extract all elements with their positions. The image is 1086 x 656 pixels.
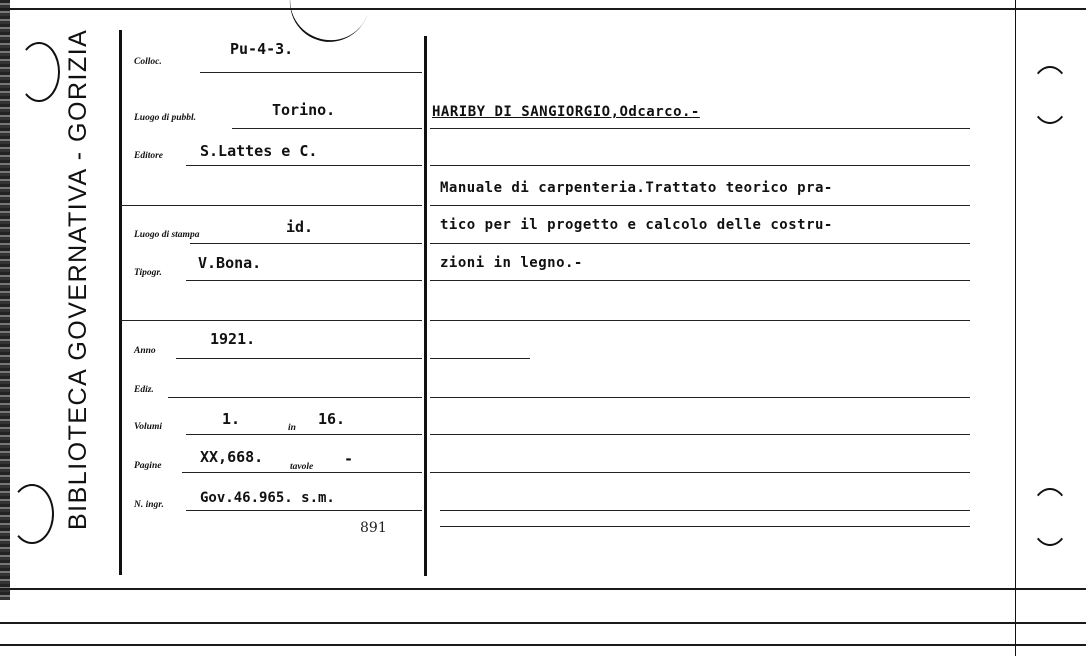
punch-hole-top-right [1030,66,1070,124]
punch-hole-top-left [18,42,60,102]
rule-right-7 [430,358,530,359]
value-in: 16. [318,410,346,428]
rule-right-12 [440,526,970,527]
rule-tipogr [186,280,422,281]
top-border [0,8,1086,10]
value-tavole: - [344,450,354,468]
value-pagine: XX,668. [200,448,264,466]
label-colloc: Colloc. [134,57,162,67]
author-heading: HARIBY DI SANGIORGIO,Odcarco.- [432,104,700,120]
rule-luogo-stampa [190,243,422,244]
label-anno: Anno [134,346,156,356]
rule-volumi [186,434,422,435]
value-anno: 1921. [210,330,256,348]
rule-right-4 [430,243,970,244]
left-column-rule [119,30,122,575]
title-line-3: zioni in legno.- [440,255,583,271]
rule-ediz [168,397,422,398]
title-line-2: tico per il progetto e calcolo delle costru- [440,217,833,233]
bottom-border-3 [0,644,1086,646]
label-editore: Editore [134,151,164,161]
middle-column-rule [424,36,427,576]
value-tipogr: V.Bona. [198,254,262,272]
punch-hole-bottom-left [10,484,54,544]
label-ediz: Ediz. [134,385,154,395]
card-left-edge [0,0,10,600]
bottom-border [0,588,1086,590]
rule-colloc [200,72,422,73]
value-luogo-pubbl: Torino. [272,101,336,119]
rule-right-11 [440,510,970,511]
rule-right-3 [430,205,970,206]
rule-blank-2 [120,320,422,321]
rule-right-5 [430,280,970,281]
library-stamp: BIBLIOTECA GOVERNATIVA - GORIZIA [64,28,92,530]
rule-right-8 [430,397,970,398]
value-editore: S.Lattes e C. [200,142,318,160]
rule-editore [186,165,422,166]
punch-hole-bottom-right [1030,488,1070,546]
rule-right-6 [430,320,970,321]
rule-anno [176,358,422,359]
rule-ingr [186,510,422,511]
label-luogo-pubbl: Luogo di pubbl. [134,113,197,123]
rule-luogo-pubbl [232,128,422,129]
label-volumi: Volumi [134,422,162,432]
rule-right-9 [430,434,970,435]
rule-pagine [182,472,422,473]
value-colloc: Pu-4-3. [230,40,294,58]
label-ingr: N. ingr. [134,500,164,510]
rule-right-10 [430,472,970,473]
right-edge-rule [1015,0,1016,656]
value-luogo-stampa: id. [286,218,314,236]
rule-blank-1 [120,205,422,206]
label-tavole: tavole [290,462,314,472]
bottom-border-2 [0,622,1086,624]
label-pagine: Pagine [134,461,162,471]
value-volumi: 1. [222,410,241,428]
value-ingr: Gov.46.965. s.m. [200,490,335,506]
handwritten-note: 891 [360,520,387,536]
rule-right-1 [430,128,970,129]
label-tipogr: Tipogr. [134,268,162,278]
label-luogo-stampa: Luogo di stampa [134,230,200,240]
rule-right-2 [430,165,970,166]
label-in: in [288,423,296,433]
title-line-1: Manuale di carpenteria.Trattato teorico pra- [440,180,833,196]
